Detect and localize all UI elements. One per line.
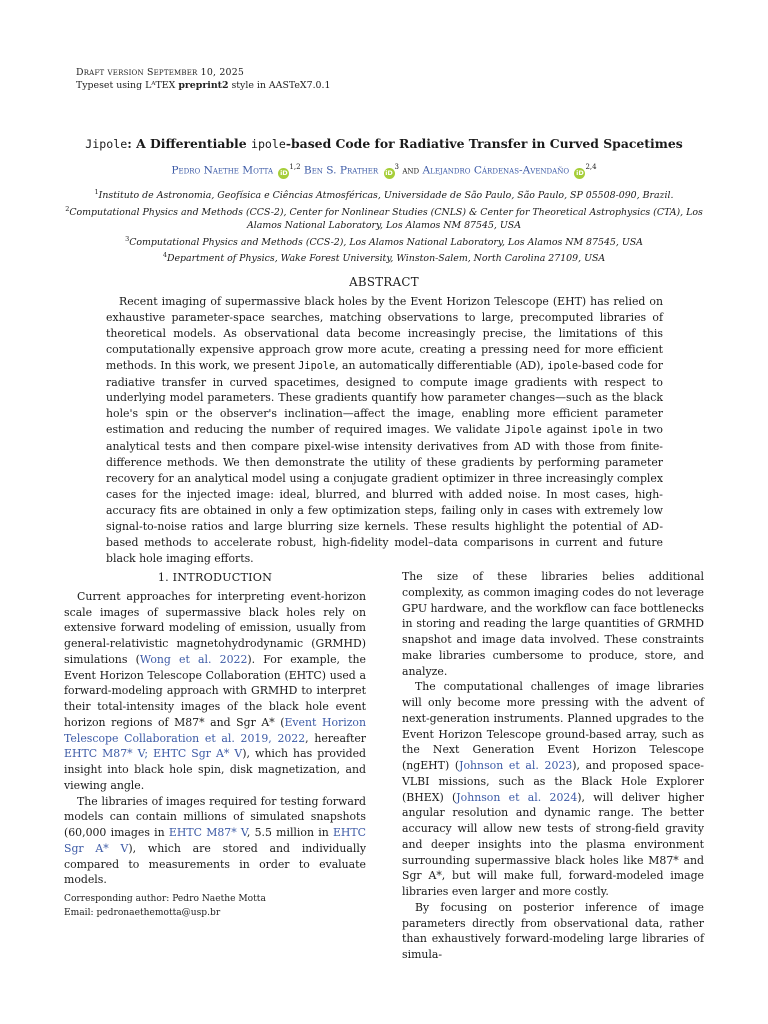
paragraph: The libraries of images required for testing forward models can contain millions of simulated snapshots (60,000 images in EHTC M87* V, 5.5 million in EHTC Sgr A* V), which are stored and individually compared to measurements in order to evaluate models.: [64, 794, 366, 887]
draft-version: Draft version September 10, 2025: [76, 67, 245, 78]
abstract-heading: ABSTRACT: [349, 275, 419, 289]
corresponding-author: Corresponding author: Pedro Naethe Motta: [64, 894, 266, 904]
citation-link[interactable]: Johnson et al. 2024: [456, 790, 578, 804]
paper-title: Jipole: A Differentiable ipole-based Code for Radiative Transfer in Curved Spacetimes: [85, 136, 683, 151]
orcid-icon[interactable]: iD: [576, 168, 584, 177]
typeset-line: Typeset using LᴬTEX preprint2 style in AASTeX7.0.1: [76, 80, 331, 91]
section-heading: 1. INTRODUCTION: [157, 571, 273, 584]
author-list: Pedro Naethe Motta iD$^{1,2}$ Ben S. Prather $iD^3$ and Alejandro Cárdenas-Avendaño iD$^{2,4}$: [171, 163, 597, 177]
affiliations: [60, 186, 708, 266]
abstract-body: Recent imaging of supermassive black holes by the Event Horizon Telescope (EHT) has relied on exhaustive parameter-space searches, matching observations to large, precomputed libraries of theoretical models. As observational data become increasingly precise, the limitations of this computationally expensive approach grow more acute, creating a pressing need for more efficient methods. In this work, we present Jipole, an automatically differentiable (AD), ipole-based code for radiative transfer in curved spacetimes, designed to compute image gradients with respect to underlying model parameters. These gradients quantify how parameter changes—such as the black hole's spin or the observer's inclination—affect the image, enabling more efficient parameter estimation and reducing the number of required images. We validate Jipole against ipole in two analytical tests and then compare pixel-wise intensity derivatives from AD with those from finite-difference methods. We then demonstrate the utility of these gradients by performing parameter recovery for an analytical model using a conjugate gradient optimizer in three increasingly complex cases for the injected image: ideal, blurred, and blurred with added noise. In most cases, high-accuracy fits are obtained in only a few optimization steps, failing only in cases with extremely low signal-to-noise ratios and large blurring size kernels. These results highlight the potential of AD-based methods to accelerate robust, high-fidelity model–data comparisons in current and future black hole imaging efforts.: [106, 295, 663, 565]
orcid-icon[interactable]: iD: [385, 168, 393, 177]
affiliation: $^3$Computational Physics and Methods (CCS-2), Los Alamos National Laboratory, Los Alamos NM 87545, USA: [125, 234, 643, 248]
citation-link[interactable]: Event Horizon Telescope Collaboration et al. 2019, 2022: [64, 715, 366, 745]
citation-link[interactable]: EHTC Sgr A* V: [64, 826, 366, 855]
author-link[interactable]: Pedro Naethe Motta: [171, 164, 274, 177]
citation-link[interactable]: EHTC M87* V; EHTC Sgr A* V: [64, 747, 243, 761]
citation-link[interactable]: Johnson et al. 2023: [459, 759, 573, 772]
citation-link[interactable]: Wong et al. 2022: [139, 652, 248, 666]
paragraph: The size of these libraries belies additional complexity, as common imaging codes do not leverage GPU hardware, and the workflow can face bottlenecks in storing and reading the large quantities of GRMHD snapshot and image data involved. These constraints make libraries cumbersome to produce, store, and analyze.: [402, 570, 704, 678]
left-column: [64, 570, 366, 888]
orcid-icon[interactable]: iD: [280, 168, 288, 177]
paragraph: Current approaches for interpreting event-horizon scale images of supermassive black holes rely on extensive forward modeling of emission, usually from general-relativistic magnetohydrodynamic (GRMHD) simulations (Wong et al. 2022). For example, the Event Horizon Telescope Collaboration (EHTC) used a forward-modeling approach with GRMHD to interpret their total-intensity images of the black hole event horizon regions of M87* and Sgr A* (Event Horizon Telescope Collaboration et al. 2019, 2022, hereafter EHTC M87* V; EHTC Sgr A* V), which has provided insight into black hole spin, disk magnetization, and viewing angle.: [64, 589, 367, 792]
author-link[interactable]: Alejandro Cárdenas-Avendaño: [422, 164, 570, 177]
draft-header: [76, 66, 330, 92]
affiliation: $^4$Department of Physics, Wake Forest University, Winston-Salem, North Carolina 27109, USA: [162, 251, 606, 265]
email[interactable]: Email: pedronaethemotta@usp.br: [64, 908, 221, 918]
paragraph: By focusing on posterior inference of image parameters directly from observational data, rather than exhaustively forward-modeling large libraries of simula-: [402, 900, 704, 961]
affiliation: $^1$Instituto de Astronomia, Geofísica e Ciências Atmosféricas, Universidade de São Paulo, São Paulo, SP 05508-090, Brazil.: [94, 188, 674, 202]
right-column: [402, 569, 704, 963]
corresponding-author-footnote: [64, 892, 266, 920]
author-link[interactable]: Ben S. Prather: [303, 164, 379, 177]
paragraph: The computational challenges of image libraries will only become more pressing with the advent of next-generation instruments. Planned upgrades to the Event Horizon Telescope ground-based array, such as the Next Generation Event Horizon Telescope (ngEHT) (Johnson et al. 2023), and proposed space-VLBI missions, such as the Black Hole Explorer (BHEX) (Johnson et al. 2024), will deliver higher angular resolution and dynamic range. The better accuracy will allow new tests of strong-field gravity and deeper insights into the plasma environment surrounding supermassive black holes like M87* and Sgr A*, but will make full, forward-modeled image libraries even larger and more costly.: [402, 680, 704, 898]
citation-link[interactable]: EHTC M87* V: [168, 826, 247, 839]
affiliation: $^2$Computational Physics and Methods (CCS-2), Center for Nonlinear Studies (CNLS) & Center for Theoretical Astrophysics (CTA), Los Alamos National Laboratory, Los Alamos NM 87545, USA: [65, 204, 703, 232]
